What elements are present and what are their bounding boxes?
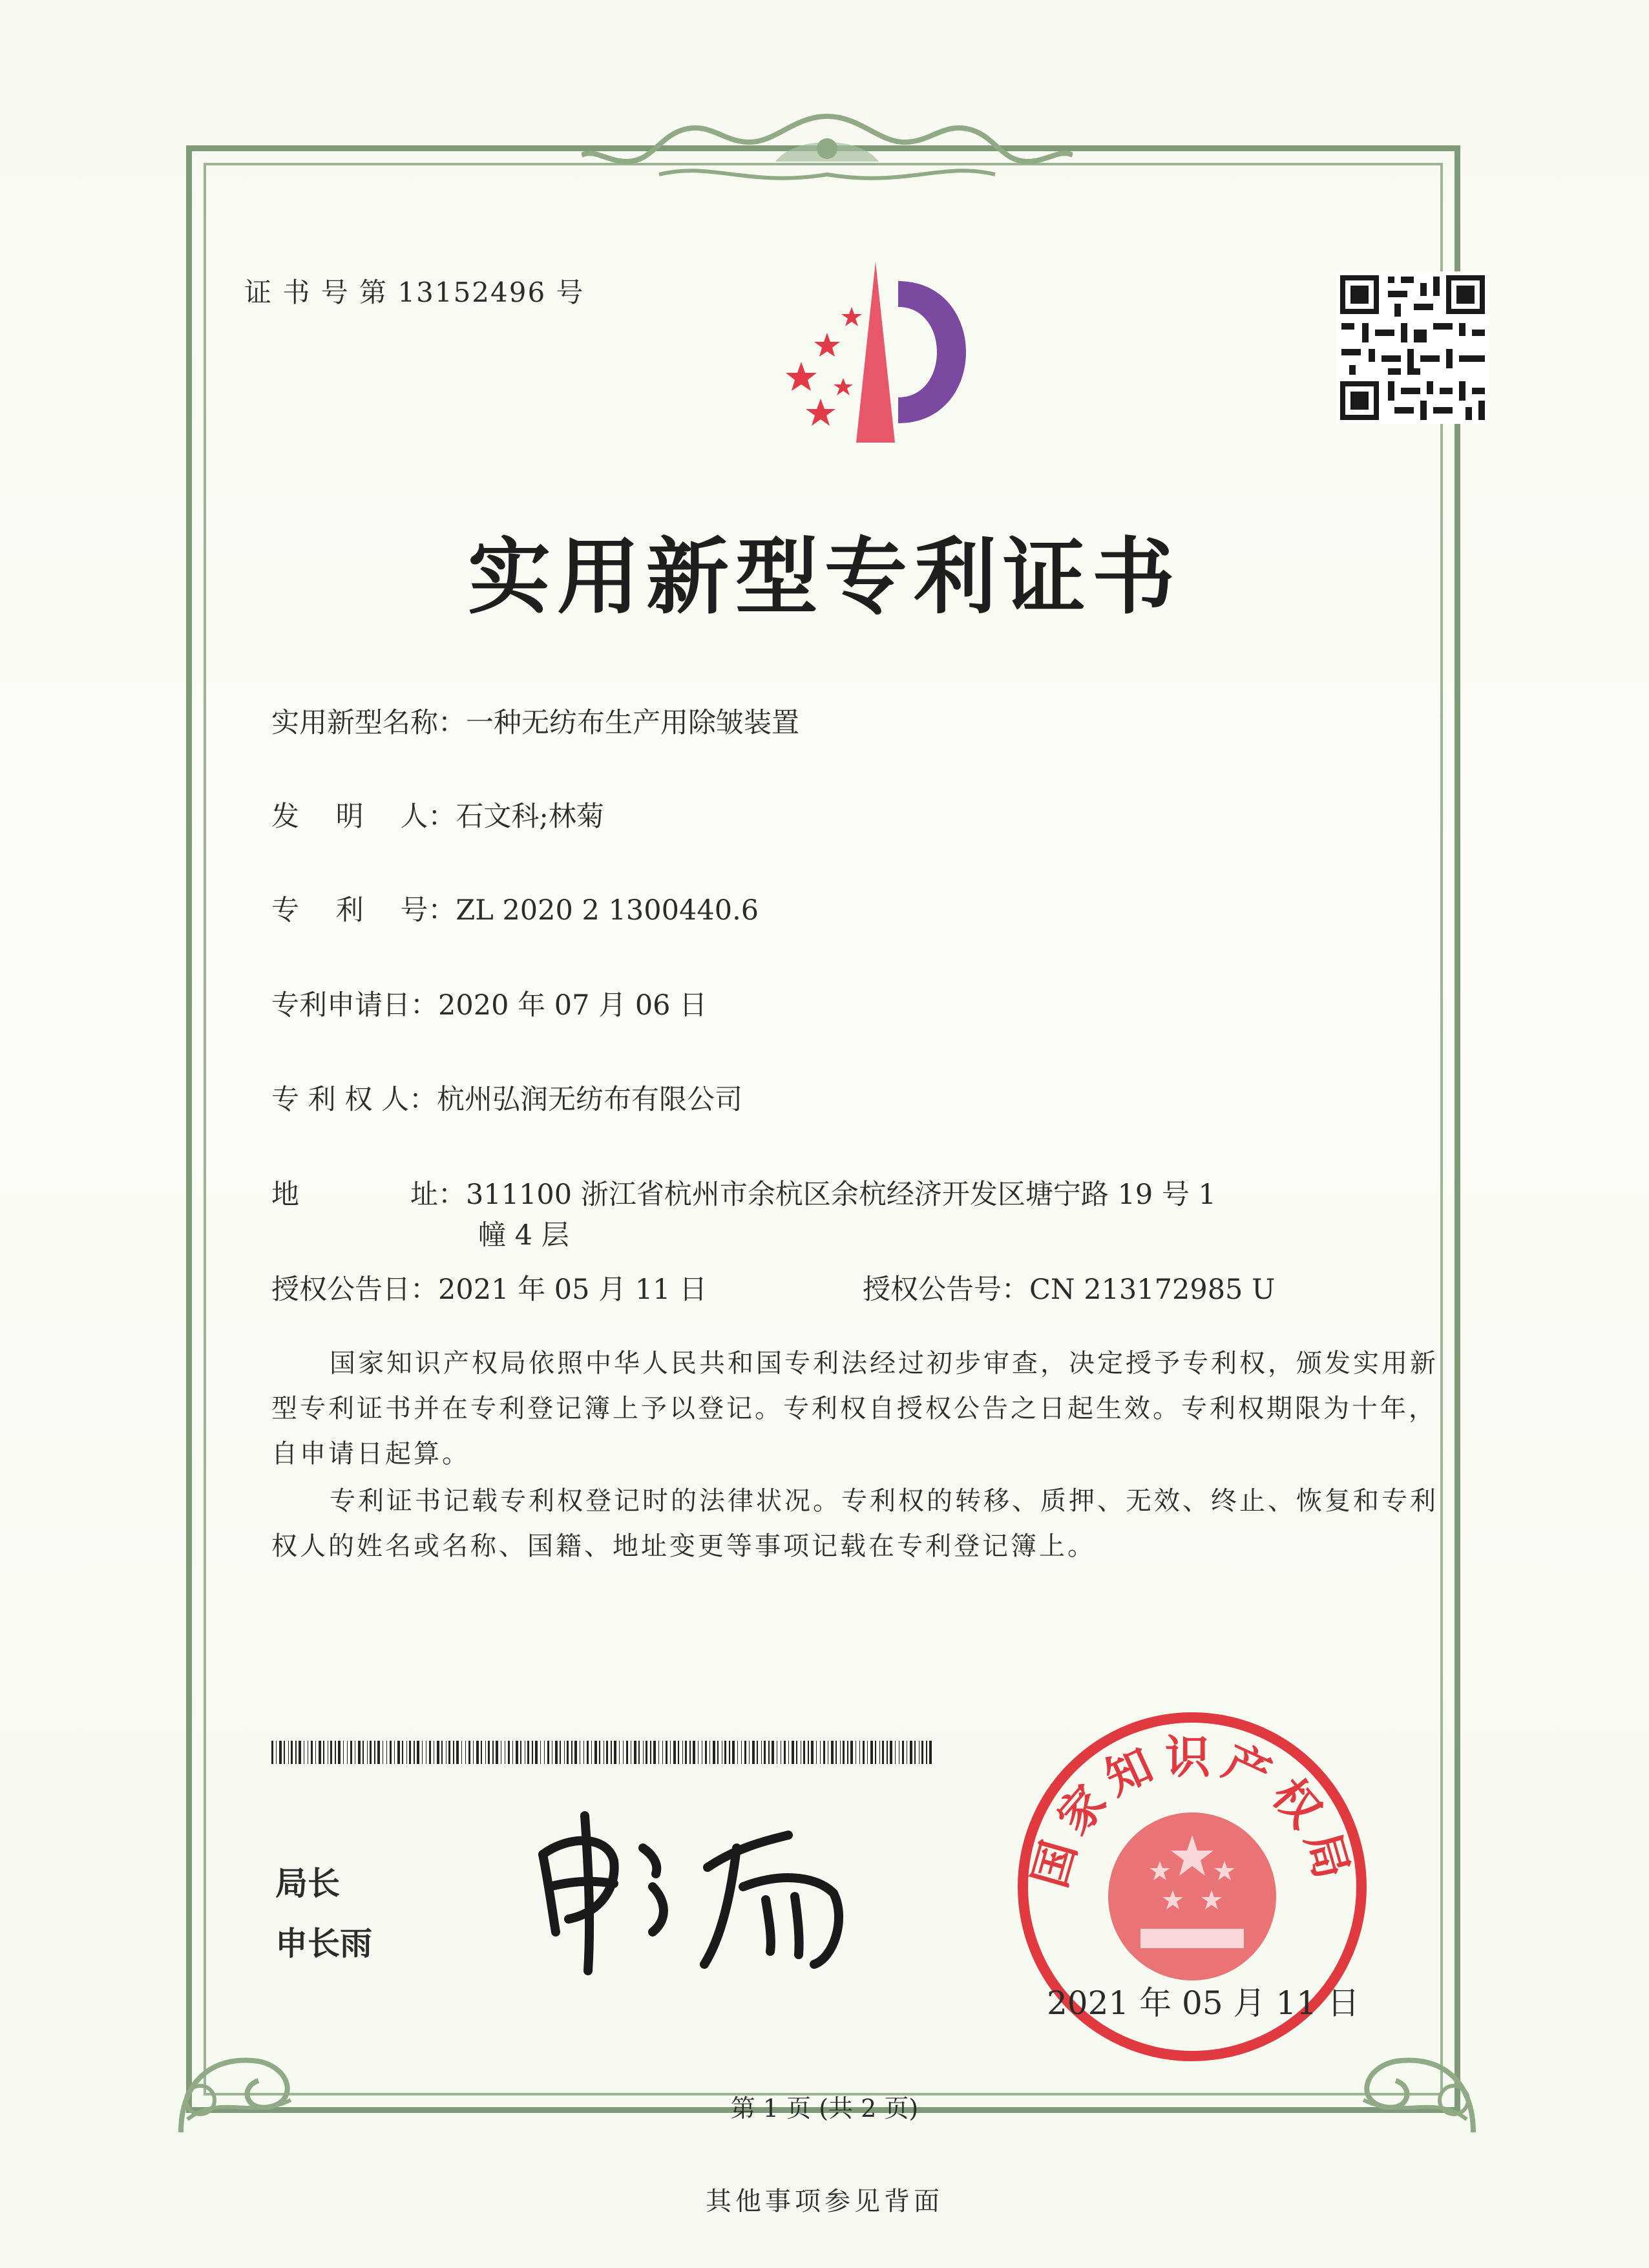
address-value-line1: 311100 浙江省杭州市余杭区余杭经济开发区塘宁路 19 号 1	[466, 1179, 1216, 1211]
grant-date-label: 授权公告日：	[271, 1274, 438, 1306]
bottom-left-ornament	[162, 1990, 330, 2152]
inventor-label: 发 明 人：	[271, 801, 456, 833]
filing-date-label: 专利申请日：	[271, 989, 438, 1022]
grant-publication-number-row	[863, 1268, 1275, 1307]
address-row	[271, 1173, 1216, 1212]
address-value-line2: 幢 4 层	[478, 1219, 569, 1252]
qr-code	[1336, 271, 1489, 424]
legal-status-paragraph: 专利证书记载专利权登记时的法律状况。专利权的转移、质押、无效、终止、恢复和专利权人的姓名或名称、国籍、地址变更等事项记载在专利登记簿上。	[271, 1486, 1438, 1561]
inventor-value: 石文科;林菊	[456, 801, 604, 833]
patentee-value: 杭州弘润无纺布有限公司	[437, 1084, 743, 1116]
seal-date: 2021 年 05 月 11 日	[1047, 1984, 1360, 2022]
director-signature	[530, 1809, 866, 1977]
filing-date-row	[271, 983, 707, 1023]
patentee-row	[271, 1078, 742, 1117]
footer-note: 其他事项参见背面	[706, 2187, 943, 2216]
grant-statement-paragraph: 国家知识产权局依照中华人民共和国专利法经过初步审查，决定授予专利权，颁发实用新型专利证书并在专利登记簿上予以登记。专利权自授权公告之日起生效。专利权期限为十年，自申请日起算。	[271, 1349, 1438, 1469]
patent-number-row	[271, 888, 759, 928]
barcode	[271, 1741, 937, 1764]
patent-number-value: ZL 2020 2 1300440.6	[456, 894, 759, 927]
grant-publication-number-label: 授权公告号：	[863, 1274, 1029, 1306]
inventor-row	[271, 795, 604, 834]
director-title: 局长	[275, 1865, 340, 1902]
top-ornament	[582, 103, 1073, 200]
utility-model-name-label: 实用新型名称：	[271, 707, 466, 739]
filing-date-value: 2020 年 07 月 06 日	[438, 989, 708, 1022]
seal-text: 国家知识产权局	[1023, 1730, 1361, 1893]
utility-model-name-row	[271, 701, 799, 740]
grant-publication-number-value: CN 213172985 U	[1029, 1274, 1276, 1306]
certificate-number: 证 书 号 第 13152496 号	[244, 277, 585, 308]
utility-model-name-value: 一种无纺布生产用除皱装置	[466, 707, 799, 739]
cnipa-logo-icon	[743, 255, 1002, 449]
address-label: 地 址：	[271, 1179, 466, 1211]
patentee-label: 专 利 权 人：	[271, 1084, 437, 1116]
director-name: 申长雨	[275, 1925, 372, 1962]
patent-number-label: 专 利 号：	[271, 894, 456, 927]
grant-date-row	[271, 1268, 707, 1307]
page-number: 第 1 页 (共 2 页)	[730, 2094, 919, 2123]
grant-date-value: 2021 年 05 月 11 日	[438, 1274, 708, 1306]
certificate-title: 实用新型专利证书	[467, 529, 1181, 625]
